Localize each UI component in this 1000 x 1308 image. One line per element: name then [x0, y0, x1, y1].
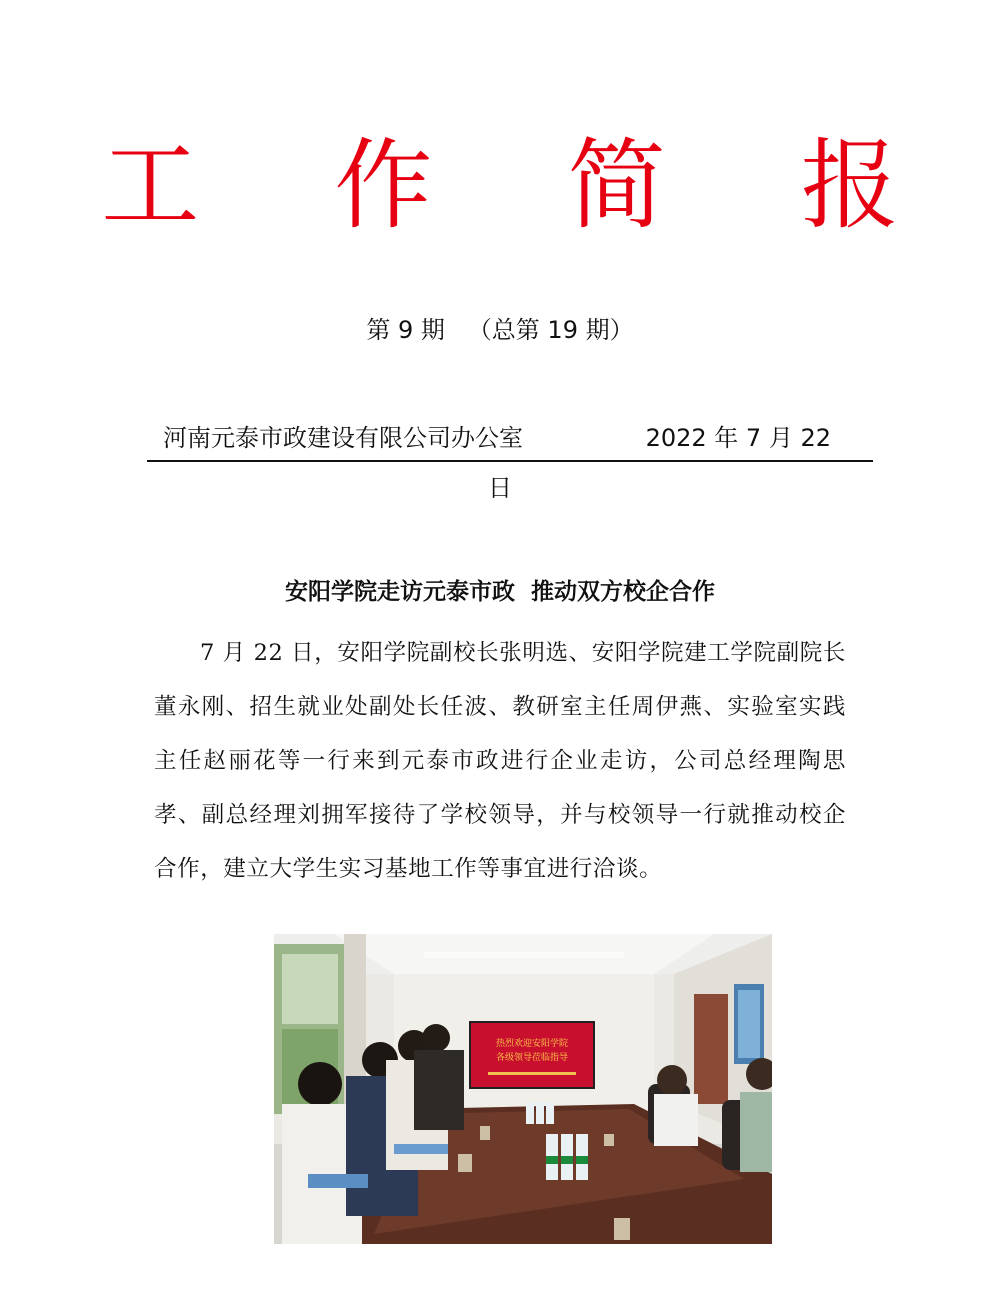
welcome-screen [470, 1022, 594, 1088]
issue-date-continuation: 日 [488, 474, 512, 502]
article-headline: 安阳学院走访元泰市政 推动双方校企合作 [284, 579, 715, 605]
issue-number: 第 9 期 （总第 19 期） [366, 316, 634, 344]
issuer-name: 河南元泰市政建设有限公司办公室 [163, 424, 523, 452]
issuer-line [163, 420, 843, 456]
screen-text-line2: 各级领导莅临指导 [495, 1053, 569, 1063]
masthead-title: 工 作 简 报 [101, 129, 951, 243]
header-divider [147, 460, 873, 462]
issue-date: 2022 年 7 月 22 [645, 424, 831, 452]
meeting-photo [274, 934, 772, 1244]
screen-text-line1: 热烈欢迎安阳学院 [495, 1039, 569, 1049]
article-body: 7 月 22 日，安阳学院副校长张明选、安阳学院建工学院副院长董永刚、招生就业处副处长任波、教研室主任周伊燕、实验室实践主任赵丽花等一行来到元泰市政进行企业走访，公司总经理陶思孝、副总经理刘拥军接待了学校领导，并与校领导一行就推动校企合作，建立大学生实习基地工作等事宜进行洽谈。 [154, 640, 846, 882]
